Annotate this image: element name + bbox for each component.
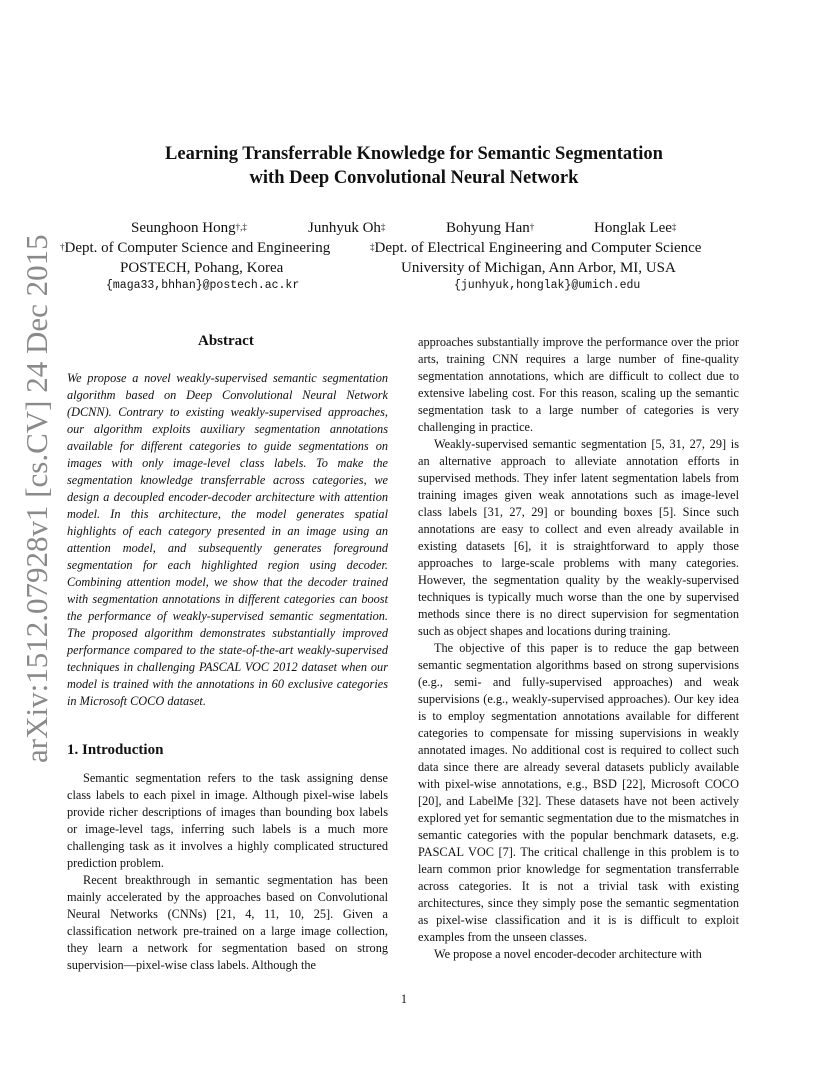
intro-paragraph-5: The objective of this paper is to reduce the gap between semantic segmentation algorithms based on strong supervisions (e.g., semi- and fully-supervised approaches) and weak supervisions (e.g., weakly-supervised approaches). Our key idea is to employ segmentation annotations available for different categories to compensate for missing supervisions in weakly annotated images. No additional cost is required to collect such data since there are already several datasets publicly available with pixel-wise annotations, e.g., BSD [22], Microsoft COCO [20], and LabelMe [32]. These datasets have not been actively explored yet for semantic segmentation due to the mismatches in semantic categories with the popular benchmark datasets, e.g. PASCAL VOC [7]. The critical challenge in this problem is to learn common prior knowledge for segmentation transferrable across categories. It is not a trivial task with existing architectures, since they simply pose the semantic segmentation as pixel-wise classification and it is is difficult to exploit examples from the unseen classes.	[418, 641, 739, 944]
affiliation-right-dept: ‡Dept. of Electrical Engineering and Computer Science	[370, 240, 702, 256]
intro-paragraph-3: approaches substantially improve the performance over the prior arts, training CNN requires a large number of fine-quality segmentation annotations, which are difficult to collect due to extensive labeling cost. For this reason, scaling up the semantic segmentation task to a large number of categories is very challenging in practice.	[418, 335, 739, 434]
author-4: Honglak Lee‡	[594, 220, 677, 236]
affiliation-left-place: POSTECH, Pohang, Korea	[120, 260, 284, 276]
introduction-left-column	[67, 770, 388, 974]
title-line-1: Learning Transferrable Knowledge for Semantic Segmentation	[165, 144, 663, 164]
intro-paragraph-4: Weakly-supervised semantic segmentation [5, 31, 27, 29] is an alternative approach to alleviate annotation efforts in supervised methods. They infer latent segmentation labels from training images given weak annotations such as image-level class labels [31, 27, 29] or bounding boxes [5]. Since such annotations are easy to collect and even already available in existing datasets [6], it is straightforward to apply those approaches to large-scale problems with many categories. However, the segmentation quality by the weakly-supervised techniques is typically much worse than the one by supervised methods since there is no direct supervision for segmentation such as object shapes and locations during training.	[418, 437, 739, 638]
introduction-right-column	[418, 334, 739, 963]
author-2: Junhyuk Oh‡	[308, 220, 386, 236]
affiliation-left-dept: †Dept. of Computer Science and Engineering	[60, 240, 331, 256]
affiliation-right-place: University of Michigan, Ann Arbor, MI, USA	[401, 260, 676, 276]
abstract-heading: Abstract	[198, 333, 254, 349]
title-line-2: with Deep Convolutional Neural Network	[249, 168, 579, 188]
paper-title	[60, 142, 768, 190]
svg-text:arXiv:1512.07928v1 [cs.CV] 2: arXiv:1512.07928v1 [cs.CV] 24 Dec 2015	[19, 234, 54, 763]
affiliation-right-email: {junhyuk,honglak}@umich.edu	[454, 279, 641, 292]
page-number: 1	[400, 992, 408, 1006]
abstract-text: We propose a novel weakly-supervised semantic segmentation algorithm based on Deep Convolutional Neural Network (DCNN). Contrary to existing weakly-supervised approaches, our algorithm exploits auxiliary segmentation annotations available for different categories to guide segmentations on images with only image-level class labels. To make the segmentation knowledge transferrable across categories, we design a decoupled encoder-decoder architecture with attention model. In this architecture, the model generates spatial highlights of each category presented in an image using an attention model, and subsequently generates foreground segmentation for each highlighted region using decoder. Combining attention model, we show that the decoder trained with segmentation annotations in different categories can boost the performance of weakly-supervised semantic segmentation. The proposed algorithm demonstrates substantially improved performance compared to the state-of-the-art weakly-supervised techniques in challenging PASCAL VOC 2012 dataset when our model is trained with the annotations in 60 exclusive categories in Microsoft COCO dataset.	[67, 371, 388, 708]
intro-paragraph-2: Recent breakthrough in semantic segmentation has been mainly accelerated by the approaches based on Convolutional Neural Networks (CNNs) [21, 4, 11, 10, 25]. Given a classification network pre-trained on a large image collection, they learn a network for segmentation based on strong supervision—pixel-wise class labels. Although the	[67, 873, 388, 972]
intro-paragraph-6: We propose a novel encoder-decoder architecture with	[434, 947, 702, 961]
author-1: Seunghoon Hong†,‡	[131, 220, 247, 236]
section-introduction-heading: 1. Introduction	[67, 742, 164, 758]
arxiv-stamp	[19, 234, 54, 765]
author-3: Bohyung Han†	[446, 220, 535, 236]
intro-paragraph-1: Semantic segmentation refers to the task assigning dense class labels to each pixel in image. Although pixel-wise labels provide richer descriptions of images than bounding box labels or image-level tags, inferring such labels is a much more challenging task as it involves a highly complicated structured prediction problem.	[67, 771, 388, 870]
affiliation-left-email: {maga33,bhhan}@postech.ac.kr	[106, 279, 300, 292]
